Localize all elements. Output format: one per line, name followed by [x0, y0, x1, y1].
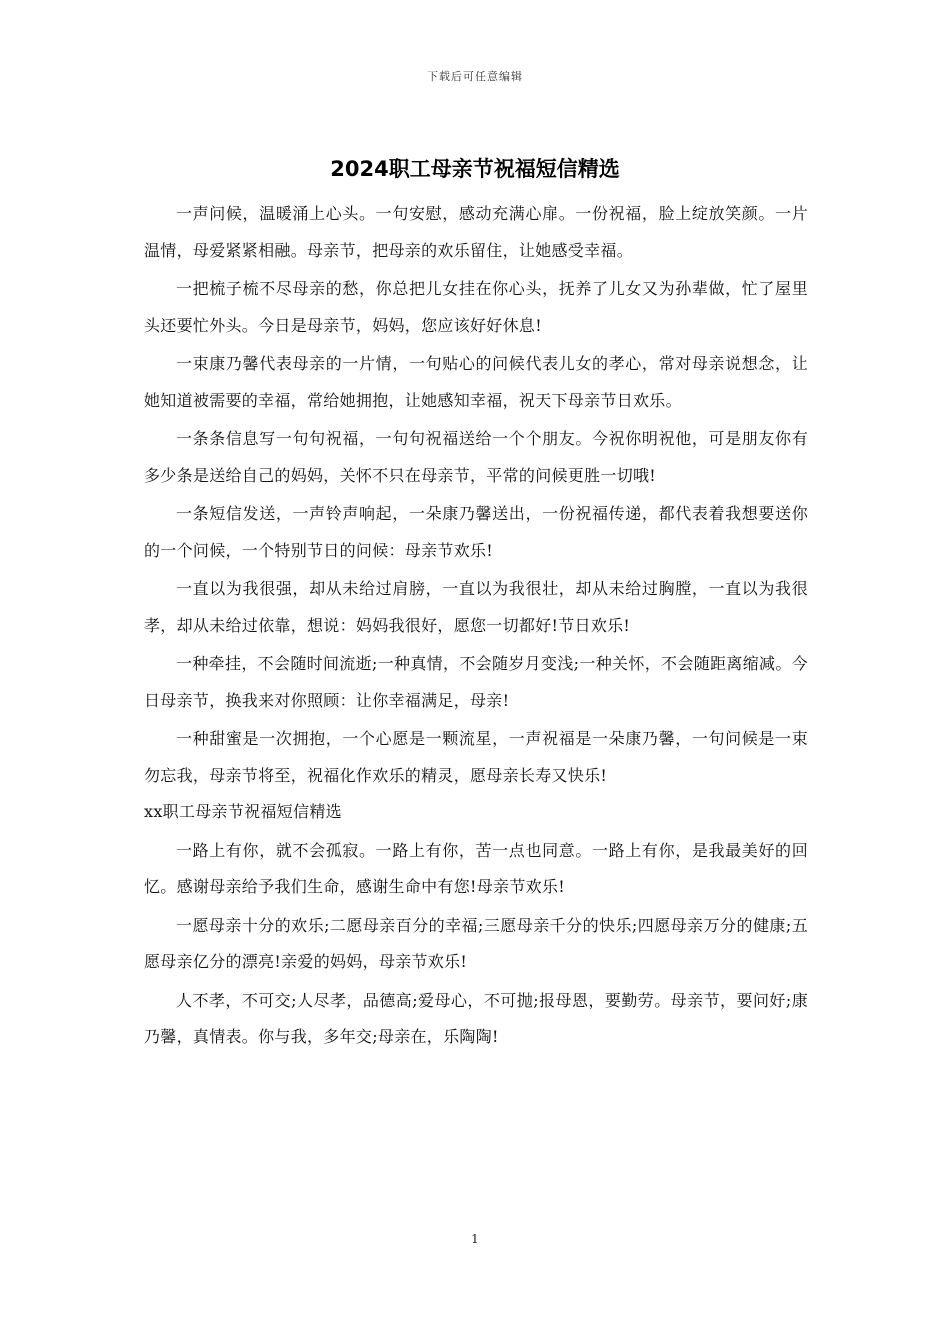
paragraph: 一路上有你，就不会孤寂。一路上有你，苦一点也同意。一路上有你，是我最美好的回忆。感谢母亲给予我们生命，感谢生命中有您!母亲节欢乐! — [144, 840, 808, 896]
paragraph: 人不孝，不可交;人尽孝，品德高;爱母心，不可抛;报母恩，要勤劳。母亲节，要问好;康乃馨，真情表。你与我，多年交;母亲在，乐陶陶! — [144, 990, 808, 1046]
paragraph: 一种甜蜜是一次拥抱，一个心愿是一颗流星，一声祝福是一朵康乃馨，一句问候是一束勿忘我，母亲节将至，祝福化作欢乐的精灵，愿母亲长寿又快乐! — [144, 729, 808, 785]
paragraph: 一条短信发送，一声铃声响起，一朵康乃馨送出，一份祝福传递，都代表着我想要送你的一个问候，一个特别节日的问候：母亲节欢乐! — [144, 504, 808, 560]
paragraph: 一种牵挂，不会随时间流逝;一种真情，不会随岁月变浅;一种关怀，不会随距离缩减。今日母亲节，换我来对你照顾：让你幸福满足，母亲! — [144, 654, 808, 710]
document-title: 2024职工母亲节祝福短信精选 — [330, 157, 620, 181]
paragraph: 一声问候，温暖涌上心头。一句安慰，感动充满心扉。一份祝福，脸上绽放笑颜。一片温情，母爱紧紧相融。母亲节，把母亲的欢乐留住，让她感受幸福。 — [144, 204, 808, 260]
paragraph: 一直以为我很强，却从未给过肩膀，一直以为我很壮，却从未给过胸膛，一直以为我很孝，却从未给过依靠，想说：妈妈我很好，愿您一切都好!节日欢乐! — [144, 579, 808, 635]
section-subheading: xx职工母亲节祝福短信精选 — [144, 802, 342, 821]
paragraph: 一愿母亲十分的欢乐;二愿母亲百分的幸福;三愿母亲千分的快乐;四愿母亲万分的健康;五愿母亲亿分的漂亮!亲爱的妈妈，母亲节欢乐! — [144, 915, 808, 971]
page-number: 1 — [471, 1232, 479, 1246]
document-body — [144, 196, 808, 1058]
paragraph: 一束康乃馨代表母亲的一片情，一句贴心的问候代表儿女的孝心，常对母亲说想念，让她知道被需要的幸福，常给她拥抱，让她感知幸福，祝天下母亲节日欢乐。 — [144, 354, 808, 410]
header-note: 下载后可任意编辑 — [427, 70, 523, 83]
paragraph: 一把梳子梳不尽母亲的愁，你总把儿女挂在你心头，抚养了儿女又为孙辈做，忙了屋里头还要忙外头。今日是母亲节，妈妈，您应该好好休息! — [144, 279, 808, 335]
paragraph: 一条条信息写一句句祝福，一句句祝福送给一个个朋友。今祝你明祝他，可是朋友你有多少条是送给自己的妈妈，关怀不只在母亲节，平常的问候更胜一切哦! — [144, 429, 808, 485]
